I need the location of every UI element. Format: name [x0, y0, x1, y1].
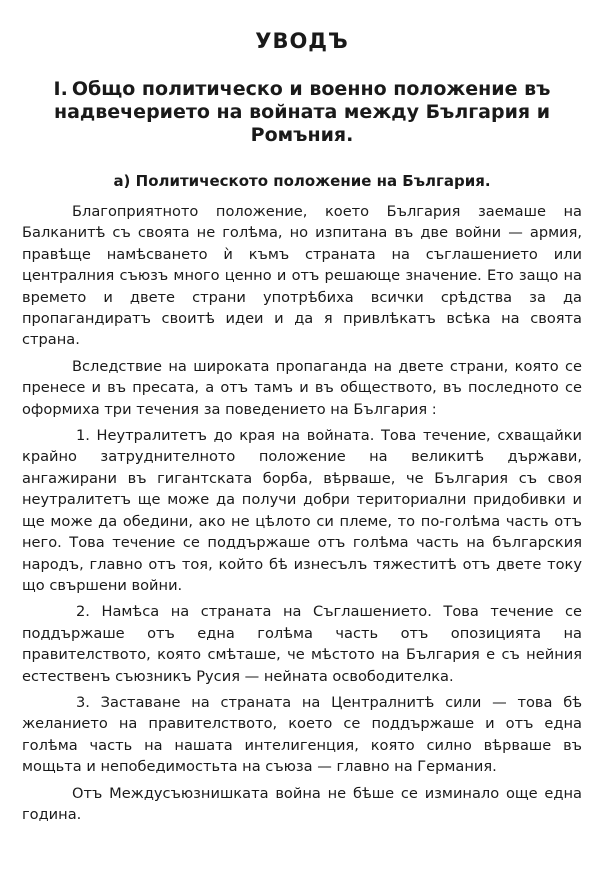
chapter-title: УВОДЪ — [255, 29, 349, 53]
paragraph-item-neutrality: 1. Неутралитетъ до края на войната. Това течение, схващайки крайно затруднителното положение на великитѣ държави, ангажирани въ гигантската борба, вѣрваше, че България съ своя неутралитетъ ще може да получи добри териториални придобивки и ще може да обедини, ако не цѣлото си племе, то по-голѣма часть отъ него. Това течение се поддържаше отъ голѣма часть на българския народъ, главно отъ тоя, който бѣ изнесълъ тяжеститѣ отъ двете току що свършени войни. — [22, 427, 582, 594]
section-heading — [22, 78, 582, 147]
paragraph-item-central-powers: 3. Заставане на страната на Централнитѣ сили — това бѣ желанието на правителството, което се поддържаше и отъ една голѣма часть на нашата интелигенция, която силно вѣрваше въ мощьта и непобедимостьта на съюза — главно на Германия. — [22, 693, 582, 776]
section-title: Общо политическо и военно положение въ надвечерието на войната между България и Ромъния. — [53, 78, 551, 146]
paragraph-currents: Вследствие на широката пропаганда на двете страни, която се пренесе и въ пресата, а отъ тамъ и въ обществото, въ последното се оформиха три течения за поведението на България : — [22, 357, 582, 418]
section-number: I. — [53, 78, 68, 100]
body-text — [22, 201, 582, 825]
paragraph-item-entente: 2. Намѣса на страната на Съглашението. Това течение се поддържаше отъ една голѣма часть отъ опозицията на правителството, която смѣташе, че мѣстото на България е съ нейния естественъ съюзникъ Русия — нейната освободителка. — [22, 603, 582, 685]
paragraph-intro: Благоприятното положение, което България заемаше на Балканитѣ съ своята не голѣма, но изпитана въ две войни — армия, правѣще намѣсването ѝ къмъ страната на съглашението или централния съюзъ много ценно и отъ решающе значение. Ето защо на времето и двете страни употрѣбиха всички срѣдства за да пропагандиратъ своитѣ идеи и да я привлѣкатъ всѣка на своята страна. — [22, 203, 582, 349]
paragraph-closing: Отъ Междусъюзнишката война не бѣше се изминало още една година. — [22, 784, 582, 823]
subsection-heading: а) Политическото положение на България. — [113, 172, 491, 190]
